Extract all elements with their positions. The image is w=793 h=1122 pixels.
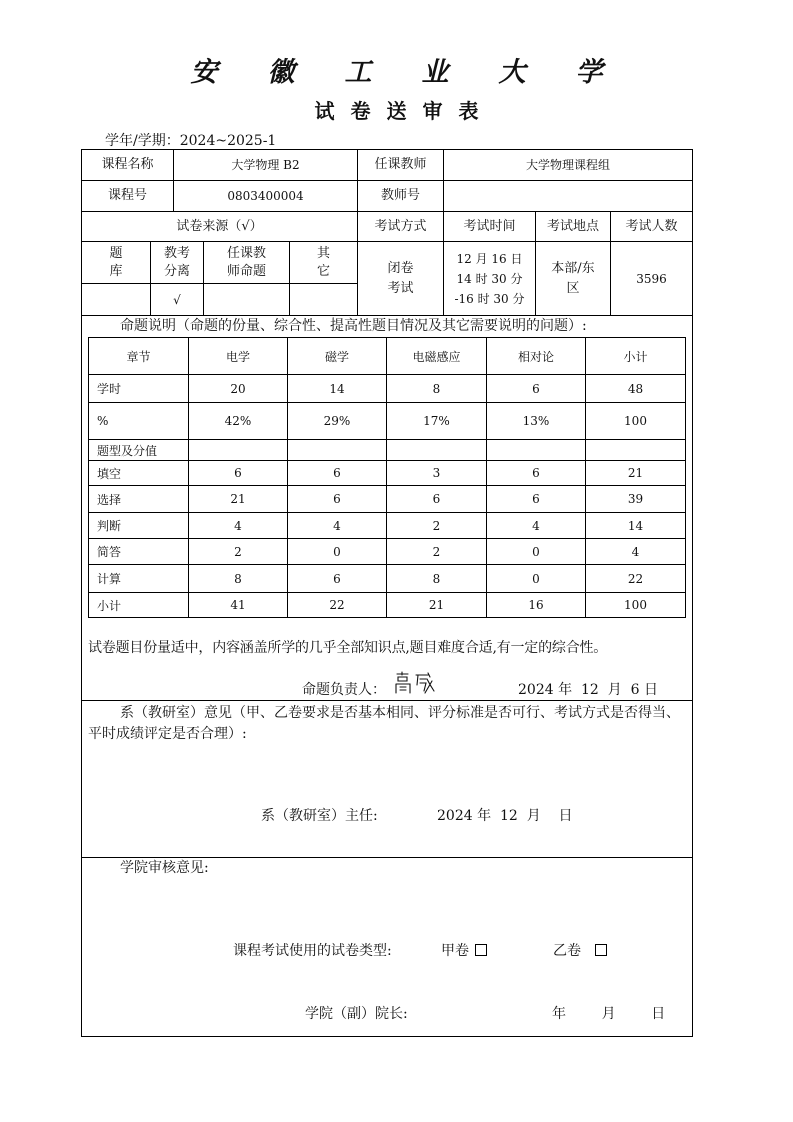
teacher-number-label: 教师号 <box>357 180 444 212</box>
table-cell: 6 <box>288 461 387 486</box>
table-cell: 6 <box>487 375 586 403</box>
responsible-label: 命题负责人： <box>302 682 386 698</box>
table-cell: 21 <box>189 486 288 513</box>
table-cell: 4 <box>487 513 586 539</box>
table-cell: 48 <box>586 375 686 403</box>
table-cell: 14 <box>586 513 686 539</box>
table-cell: 100 <box>586 403 686 440</box>
signature-image <box>394 671 436 695</box>
proposition-comment: 试卷题目份量适中，内容涵盖所学的几乎全部知识点,题目难度合适,有一定的综合性。 <box>88 640 608 656</box>
column-header: 小计 <box>586 338 686 375</box>
paper-option-b <box>553 941 607 962</box>
table-cell: 17% <box>387 403 487 440</box>
table-row <box>89 565 686 593</box>
table-cell: 4 <box>586 539 686 565</box>
row-label: 小计 <box>89 593 189 618</box>
paper-a-checkbox[interactable] <box>475 944 487 956</box>
table-cell: 6 <box>288 565 387 593</box>
table-cell: 8 <box>189 565 288 593</box>
row-label: 题型及分值 <box>89 440 189 461</box>
exam-place-value: 本部/东 区 <box>535 241 611 316</box>
table-cell: 3 <box>387 461 487 486</box>
form-title-char: 试 <box>314 99 335 123</box>
source-option-separation: 教考 分离 <box>150 241 204 284</box>
row-label: 计算 <box>89 565 189 593</box>
table-cell: 0 <box>487 565 586 593</box>
table-cell: 42% <box>189 403 288 440</box>
table-cell: 29% <box>288 403 387 440</box>
proposition-date: 2024 年 12 月 6 日 <box>518 682 658 698</box>
source-check-teacher <box>203 283 290 316</box>
table-cell: 13% <box>487 403 586 440</box>
department-opinion: 系（教研室）意见（甲、乙卷要求是否基本相同、评分标准是否可行、考试方式是否得当、平时成绩评定是否合理）: <box>88 705 680 742</box>
column-header: 章节 <box>89 338 189 375</box>
form-title-char: 卷 <box>350 99 371 123</box>
table-cell: 0 <box>487 539 586 565</box>
table-cell <box>288 440 387 461</box>
college-date: 年 月 日 <box>552 1006 666 1022</box>
paper-option-a <box>441 941 487 962</box>
table-cell: 100 <box>586 593 686 618</box>
table-cell: 41 <box>189 593 288 618</box>
table-cell: 21 <box>387 593 487 618</box>
dean-label: 学院（副）院长: <box>305 1006 408 1022</box>
table-cell: 4 <box>288 513 387 539</box>
course-number-label: 课程号 <box>81 180 174 212</box>
divider <box>81 700 693 701</box>
table-cell: 2 <box>387 539 487 565</box>
table-cell <box>189 440 288 461</box>
paper-b-checkbox[interactable] <box>595 944 607 956</box>
table-cell: 2 <box>387 513 487 539</box>
paper-type-label: 课程考试使用的试卷类型: <box>233 943 392 959</box>
row-label: % <box>89 403 189 440</box>
table-cell: 8 <box>387 375 487 403</box>
university-char: 大 <box>498 57 526 88</box>
college-review-label: 学院审核意见: <box>120 860 209 876</box>
table-cell: 6 <box>487 461 586 486</box>
paper-a-label: 甲卷 <box>441 943 469 959</box>
paper-source-label: 试卷来源（√） <box>81 211 358 242</box>
table-row <box>89 461 686 486</box>
university-char: 学 <box>575 57 603 88</box>
source-check-other <box>289 283 358 316</box>
table-cell: 14 <box>288 375 387 403</box>
table-cell: 20 <box>189 375 288 403</box>
column-header: 电磁感应 <box>387 338 487 375</box>
term-line: 学年/学期：2024~2025-1 <box>105 133 277 149</box>
university-title <box>0 50 793 89</box>
column-header: 磁学 <box>288 338 387 375</box>
exam-mode-label: 考试方式 <box>357 211 444 242</box>
table-cell: 0 <box>288 539 387 565</box>
exam-place-label: 考试地点 <box>535 211 611 242</box>
paper-b-label: 乙卷 <box>553 943 581 959</box>
form-title-char: 送 <box>386 99 407 123</box>
row-label: 选择 <box>89 486 189 513</box>
row-label: 学时 <box>89 375 189 403</box>
table-cell <box>487 440 586 461</box>
course-number-value: 0803400004 <box>173 180 358 212</box>
exam-time-value: 12 月 16 日 14 时 30 分 -16 时 30 分 <box>443 241 536 316</box>
row-label: 判断 <box>89 513 189 539</box>
proposition-heading: 命题说明（命题的份量、综合性、提高性题目情况及其它需要说明的问题）: <box>120 318 587 334</box>
table-cell: 8 <box>387 565 487 593</box>
table-cell: 2 <box>189 539 288 565</box>
table-cell <box>387 440 487 461</box>
source-check-separation: √ <box>150 283 204 316</box>
course-name-label: 课程名称 <box>81 149 174 181</box>
source-check-bank <box>81 283 151 316</box>
director-label: 系（教研室）主任: <box>261 808 378 824</box>
table-cell: 6 <box>189 461 288 486</box>
source-option-teacher: 任课教 师命题 <box>203 241 290 284</box>
table-cell: 6 <box>487 486 586 513</box>
table-header-row <box>89 338 686 375</box>
department-date: 2024 年 12 月 日 <box>437 808 573 824</box>
university-char: 工 <box>344 57 372 88</box>
teacher-value: 大学物理课程组 <box>443 149 693 181</box>
form-title <box>0 95 793 124</box>
distribution-table <box>88 337 686 618</box>
source-option-other: 其 它 <box>289 241 358 284</box>
column-header: 相对论 <box>487 338 586 375</box>
exam-count-value: 3596 <box>610 241 693 316</box>
table-row <box>89 403 686 440</box>
table-cell: 4 <box>189 513 288 539</box>
row-label: 简答 <box>89 539 189 565</box>
exam-time-label: 考试时间 <box>443 211 536 242</box>
table-row <box>89 486 686 513</box>
table-cell: 16 <box>487 593 586 618</box>
table-cell: 6 <box>288 486 387 513</box>
table-row <box>89 513 686 539</box>
source-option-bank: 题 库 <box>81 241 151 284</box>
table-cell <box>586 440 686 461</box>
table-row <box>89 440 686 461</box>
form-title-char: 表 <box>458 99 479 123</box>
table-cell: 6 <box>387 486 487 513</box>
table-row <box>89 593 686 618</box>
table-cell: 22 <box>288 593 387 618</box>
course-name-value: 大学物理 B2 <box>173 149 358 181</box>
form-title-char: 审 <box>422 99 443 123</box>
university-char: 徽 <box>267 57 295 88</box>
university-char: 安 <box>190 57 218 88</box>
table-cell: 22 <box>586 565 686 593</box>
table-cell: 21 <box>586 461 686 486</box>
teacher-number-value <box>443 180 693 212</box>
exam-count-label: 考试人数 <box>610 211 693 242</box>
row-label: 填空 <box>89 461 189 486</box>
exam-mode-value: 闭卷 考试 <box>357 241 444 316</box>
table-row <box>89 375 686 403</box>
university-char: 业 <box>421 57 449 88</box>
table-cell: 39 <box>586 486 686 513</box>
table-row <box>89 539 686 565</box>
column-header: 电学 <box>189 338 288 375</box>
teacher-label: 任课教师 <box>357 149 444 181</box>
signature <box>394 671 436 695</box>
